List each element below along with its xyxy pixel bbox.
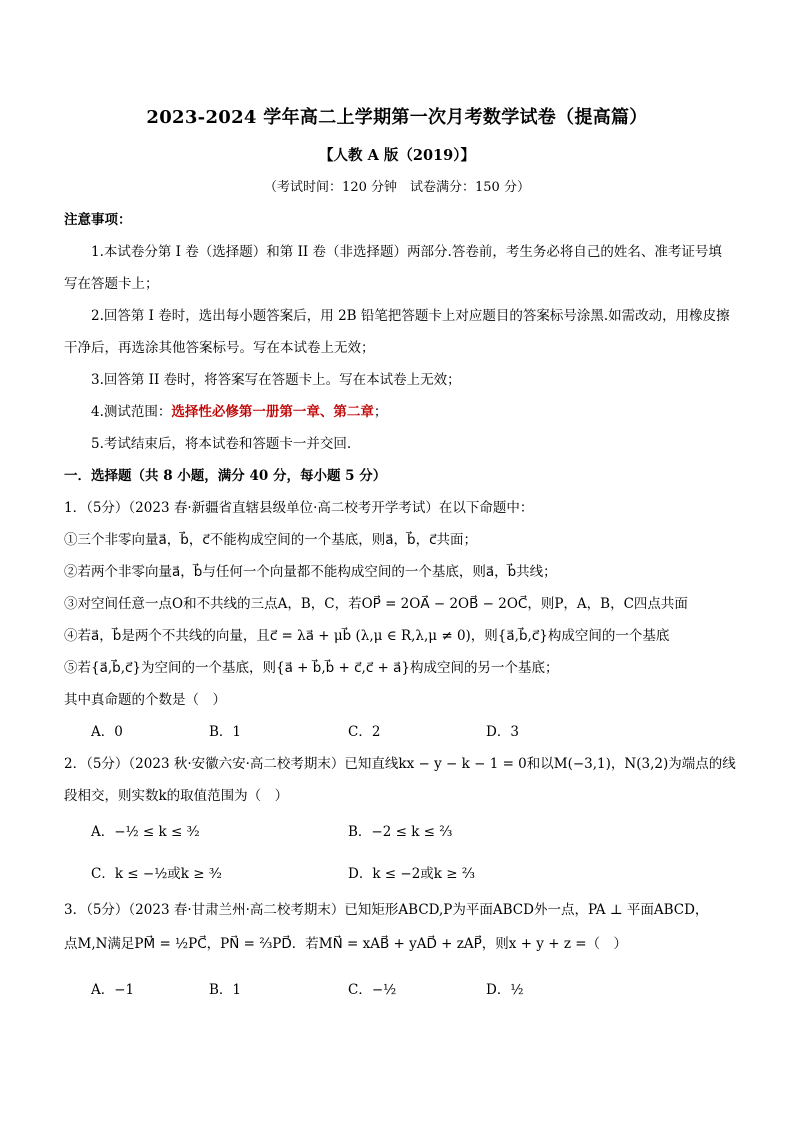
note-4-scope: 选择性必修第一册第一章、第二章 [171,404,374,420]
note-4-prefix: 4.测试范围： [91,404,172,420]
note-4 [91,400,387,420]
edition-label: 【人教 A 版（2019）】 [319,147,475,164]
q3-option-d: D．½ [486,982,524,998]
q2-stem-line-2: 段相交，则实数k的取值范围为（ ） [64,788,289,804]
section-heading: 一．选择题（共 8 小题，满分 40 分，每小题 5 分） [64,468,387,484]
q2-option-c: C．k ≤ −½或k ≥ ³⁄₂ [91,866,222,882]
notes-heading: 注意事项： [64,212,132,228]
q2-option-b: B．−2 ≤ k ≤ ⅔ [348,824,453,840]
q2-option-d: D．k ≤ −2或k ≥ ⅔ [348,866,475,882]
note-5: 5.考试结束后，将本试卷和答题卡一并交回. [91,436,352,452]
q1-option-d: D．3 [486,724,519,740]
q3-stem-line-2: 点M,N满足PM⃗ = ½PC⃗，PN⃗ = ⅔PD⃗．若MN⃗ = xAB⃗ + yAD⃗ + zAP⃗，则x + y + z =（ ） [64,936,628,952]
q1-statement-4: ④若a⃗，b⃗是两个不共线的向量，且c⃗ = λa⃗ + μb⃗ (λ,μ ∈ R,λ,μ ≠ 0)，则{a⃗,b⃗,c⃗}构成空间的一个基底 [64,628,670,644]
q1-statement-3: ③对空间任意一点O和不共线的三点A，B，C，若OP⃗ = 2OA⃗ − 2OB⃗ − 2OC⃗，则P，A，B，C四点共面 [64,596,688,612]
q1-option-c: C．2 [348,724,381,740]
q1-option-a: A．0 [91,724,123,740]
q1-statement-5: ⑤若{a⃗,b⃗,c⃗}为空间的一个基底，则{a⃗ + b⃗,b⃗ + c⃗,c⃗ + a⃗}构成空间的另一个基底； [64,660,559,676]
note-1-line-1: 1.本试卷分第 I 卷（选择题）和第 II 卷（非选择题）两部分.答卷前，考生务必将自己的姓名、准考证号填 [91,244,722,260]
q1-statement-2: ②若两个非零向量a⃗，b⃗与任何一个向量都不能构成空间的一个基底，则a⃗，b⃗共线； [64,564,557,580]
exam-title: 2023-2024 学年高二上学期第一次月考数学试卷（提高篇） [146,107,648,128]
q3-option-a: A．−1 [91,982,135,998]
q1-stem: 1．（5分）（2023 春·新疆省直辖县级单位·高二校考开学考试）在以下命题中： [64,500,534,516]
note-2-line-1: 2.回答第 I 卷时，选出每小题答案后，用 2B 铅笔把答题卡上对应题目的答案标号涂黑.如需改动，用橡皮擦 [91,308,730,324]
note-4-suffix: ； [373,404,388,420]
q1-option-b: B．1 [209,724,242,740]
q1-ask: 其中真命题的个数是（ ） [64,692,226,708]
q3-option-c: C．−½ [348,982,397,998]
q2-option-a: A．−½ ≤ k ≤ ³⁄₂ [91,824,200,840]
exam-info: （考试时间：120 分钟 试卷满分：150 分） [264,180,530,195]
q3-option-b: B．1 [209,982,242,998]
q3-stem-line-1: 3．（5分）（2023 春·甘肃兰州·高二校考期末）已知矩形ABCD,P为平面ABCD外一点，PA ⊥ 平面ABCD， [64,902,709,918]
note-1-line-2: 写在答题卡上； [64,276,159,292]
q2-stem-line-1: 2．（5分）（2023 秋·安徽六安·高二校考期末）已知直线kx − y − k − 1 = 0和以M(−3,1)，N(3,2)为端点的线 [64,756,736,772]
note-2-line-2: 干净后，再选涂其他答案标号。写在本试卷上无效； [64,340,375,356]
q1-statement-1: ①三个非零向量a⃗，b⃗，c⃗不能构成空间的一个基底，则a⃗，b⃗，c⃗共面； [64,532,478,548]
note-3: 3.回答第 II 卷时，将答案写在答题卡上。写在本试卷上无效； [91,372,461,388]
